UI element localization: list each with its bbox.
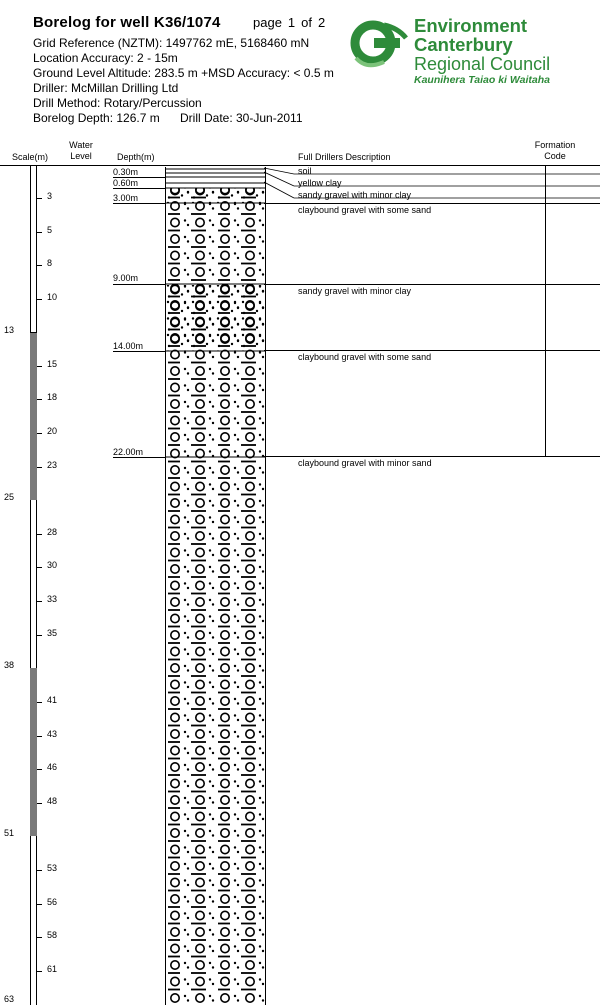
water-level-mark: 23 bbox=[47, 460, 58, 470]
description-soil: soil bbox=[298, 166, 312, 176]
page-total: 2 bbox=[318, 15, 326, 30]
water-level-tick bbox=[37, 299, 42, 300]
water-level-mark: 46 bbox=[47, 762, 58, 772]
location-accuracy: Location Accuracy: 2 - 15m bbox=[33, 51, 178, 65]
water-level-tick bbox=[37, 433, 42, 434]
scale-mark: 25 bbox=[4, 492, 15, 502]
layer-boundary-line bbox=[264, 350, 600, 351]
depth-column-header: Depth(m) bbox=[117, 152, 155, 162]
depth-tick-line bbox=[113, 284, 165, 285]
water-level-mark: 56 bbox=[47, 897, 58, 907]
scale-column-header: Scale(m) bbox=[12, 152, 49, 162]
water-level-tick bbox=[37, 702, 42, 703]
page-of-word: of bbox=[301, 15, 312, 30]
water-level-mark: 61 bbox=[47, 964, 58, 974]
drill-date: Drill Date: 30-Jun-2011 bbox=[180, 111, 303, 125]
water-level-mark: 33 bbox=[47, 594, 58, 604]
page-number: 1 bbox=[287, 15, 296, 30]
depth-tick-line bbox=[113, 188, 165, 189]
water-level-tick bbox=[37, 467, 42, 468]
water-level-tick bbox=[37, 769, 42, 770]
description-claybound-gravel-minor-sand: claybound gravel with minor sand bbox=[298, 458, 432, 468]
formation-header-line1: Formation bbox=[534, 140, 576, 150]
water-level-mark: 15 bbox=[47, 359, 58, 369]
scale-band-white bbox=[30, 500, 37, 668]
description-sandy-gravel: sandy gravel with minor clay bbox=[298, 190, 412, 200]
water-level-tick bbox=[37, 937, 42, 938]
water-level-mark: 20 bbox=[47, 426, 58, 436]
water-level-mark: 8 bbox=[47, 258, 53, 268]
depth-label: 3.00m bbox=[113, 193, 139, 203]
page-indicator bbox=[253, 15, 331, 30]
water-level-tick bbox=[37, 366, 42, 367]
formation-code-column-header bbox=[526, 140, 584, 162]
borelog-title: Borelog for well K36/1074 bbox=[33, 14, 221, 31]
depth-label: 9.00m bbox=[113, 273, 139, 283]
water-level-mark: 18 bbox=[47, 392, 58, 402]
water-level-tick bbox=[37, 567, 42, 568]
depth-label: 0.30m bbox=[113, 167, 139, 177]
scale-band-white bbox=[30, 166, 37, 333]
driller: Driller: McMillan Drilling Ltd bbox=[33, 81, 179, 95]
water-level-tick bbox=[37, 601, 42, 602]
water-level-tick bbox=[37, 904, 42, 905]
water-level-tick bbox=[37, 635, 42, 636]
water-level-mark: 30 bbox=[47, 560, 58, 570]
lithology-pattern bbox=[166, 167, 265, 1005]
depth-label: 14.00m bbox=[113, 341, 144, 351]
water-level-mark: 5 bbox=[47, 225, 53, 235]
logo-line-regional-council: Regional Council bbox=[414, 54, 551, 74]
water-level-mark: 28 bbox=[47, 527, 58, 537]
water-level-tick bbox=[37, 971, 42, 972]
logo-line-environment: Environment bbox=[414, 15, 528, 36]
water-level-mark: 10 bbox=[47, 292, 58, 302]
scale-band-grey bbox=[30, 668, 37, 836]
water-level-mark: 58 bbox=[47, 930, 58, 940]
water-level-mark: 3 bbox=[47, 191, 53, 201]
scale-mark: 38 bbox=[4, 660, 15, 670]
description-yellow-clay: yellow clay bbox=[298, 178, 342, 188]
grid-reference: Grid Reference (NZTM): 1497762 mE, 5168460 mN bbox=[33, 36, 310, 50]
water-level-tick bbox=[37, 534, 42, 535]
depth-tick-line bbox=[113, 457, 165, 458]
formation-header-line2: Code bbox=[544, 151, 566, 161]
water-level-tick bbox=[37, 232, 42, 233]
layer-boundary-line bbox=[264, 284, 600, 285]
borelog-depth: Borelog Depth: 126.7 m bbox=[33, 111, 160, 125]
water-header-line2: Level bbox=[70, 151, 92, 161]
logo-line-canterbury: Canterbury bbox=[414, 34, 513, 55]
water-level-mark: 41 bbox=[47, 695, 58, 705]
description-column-header: Full Drillers Description bbox=[298, 152, 391, 162]
description-sandy-gravel: sandy gravel with minor clay bbox=[298, 286, 412, 296]
description-claybound-gravel: claybound gravel with some sand bbox=[298, 205, 432, 215]
water-header-line1: Water bbox=[69, 140, 93, 150]
water-level-mark: 43 bbox=[47, 729, 58, 739]
scale-mark: 13 bbox=[4, 325, 15, 335]
scale-mark: 51 bbox=[4, 828, 15, 838]
ecan-swirl-icon bbox=[348, 18, 412, 68]
scale-mark: 63 bbox=[4, 994, 15, 1004]
scale-band-grey bbox=[30, 333, 37, 500]
depth-tick-line bbox=[113, 351, 165, 352]
water-level-mark: 53 bbox=[47, 863, 58, 873]
water-level-mark: 35 bbox=[47, 628, 58, 638]
lithology-column bbox=[165, 167, 266, 1005]
description-claybound-gravel: claybound gravel with some sand bbox=[298, 352, 432, 362]
layer-boundary-line bbox=[264, 456, 600, 457]
water-level-tick bbox=[37, 870, 42, 871]
water-level-column-header bbox=[60, 140, 102, 162]
water-level-tick bbox=[37, 399, 42, 400]
depth-tick-line bbox=[113, 203, 165, 204]
water-level-mark: 48 bbox=[47, 796, 58, 806]
water-level-tick bbox=[37, 265, 42, 266]
scale-band-white bbox=[30, 836, 37, 1005]
environment-canterbury-logo bbox=[348, 14, 598, 94]
water-level-tick bbox=[37, 736, 42, 737]
page-word: page bbox=[253, 15, 282, 30]
drill-method: Drill Method: Rotary/Percussion bbox=[33, 96, 202, 110]
ground-level-altitude: Ground Level Altitude: 283.5 m +MSD Accuracy: < 0.5 m bbox=[33, 66, 334, 80]
logo-line-maori: Kaunihera Taiao ki Waitaha bbox=[414, 74, 550, 86]
formation-column-divider bbox=[545, 166, 546, 456]
water-level-tick bbox=[37, 198, 42, 199]
depth-label: 0.60m bbox=[113, 178, 139, 188]
depth-tick-line bbox=[113, 177, 165, 178]
water-level-tick bbox=[37, 803, 42, 804]
depth-label: 22.00m bbox=[113, 447, 144, 457]
